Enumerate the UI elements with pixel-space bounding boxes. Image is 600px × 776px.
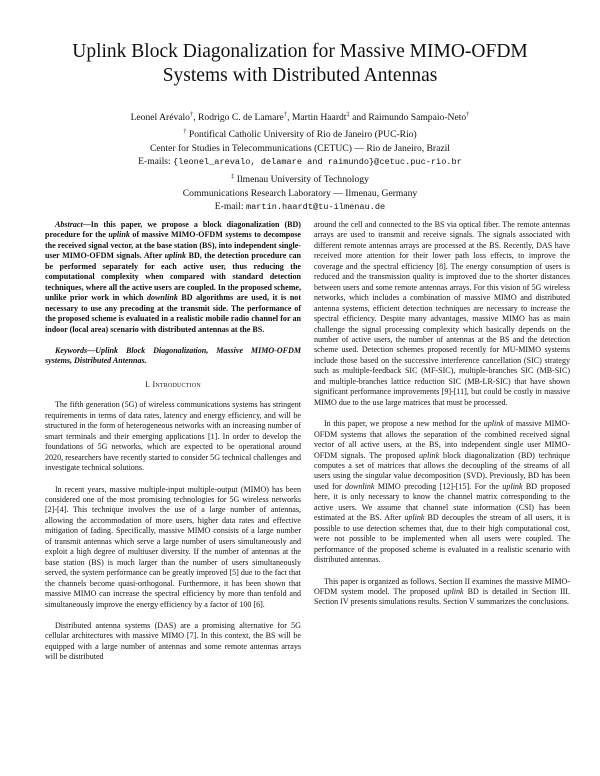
intro-paragraph-1: The fifth generation (5G) of wireless communications systems has stringent requirements in terms of data rates, latency and energy efficiency, and will be structured in the form of heterogeneous networks with an increasing number of smart terminals and their emerging applications [1]. In order to develop the foundations of 5G networks, which are expected to be operational around 2020, researchers have recently started to consider 5G technical challenges and investigate technical solutions. bbox=[45, 400, 301, 473]
author-block bbox=[40, 108, 560, 215]
title-line-2: Systems with Distributed Antennas bbox=[162, 65, 438, 86]
abstract: Abstract—In this paper, we propose a block diagonalization (BD) procedure for the uplink of massive MIMO-OFDM systems to decompose the received signal vector, at the base station (BS), into independent single-user MIMO-OFDM signals. After uplink BD, the detection procedure can be performed separately for each active user, thus reducing the computational complexity when compared with standard detection techniques, where all the active users are coupled. In the proposed scheme, unlike prior work in which downlink BD algorithms are used, it is not necessary to use any precoding at the transmit side. The performance of the proposed scheme is evaluated in a realistic mobile radio channel for an indoor (local area) scenario with distributed antennas at the BS. bbox=[45, 220, 301, 334]
right-column bbox=[314, 220, 570, 608]
affiliation-mark: † bbox=[189, 111, 194, 118]
affiliation-mark: † bbox=[466, 111, 470, 118]
emails-2: E-mail: martin.haardt@tu-ilmenau.de bbox=[214, 201, 386, 213]
author-1: Leonel Arévalo bbox=[130, 112, 190, 124]
section-heading-introduction: I. Introduction bbox=[145, 379, 201, 389]
author-2: , Rodrigo C. de Lamare bbox=[193, 112, 284, 124]
right-paragraph-3: This paper is organized as follows. Section II examines the massive MIMO-OFDM system model. The proposed uplink BD is detailed in Section III. Section IV presents simulations results. Section V summarizes the conclusions. bbox=[314, 576, 571, 607]
abstract-label: Abstract bbox=[55, 220, 83, 229]
keywords: Keywords—Uplink Block Diagonalization, Massive MIMO-OFDM systems, Distributed Antennas. bbox=[45, 345, 301, 366]
intro-paragraph-2: In recent years, massive multiple-input multiple-output (MIMO) has been considered one of the most promising technologies for 5G wireless networks [2]-[4]. This technique involves the use of a large number of antennas, allowing the accommodation of more users, higher data rates and effective mitigation of fading. Specifically, massive MIMO consists of a large number of transmit antennas which serve a large number of users simultaneously and exploit a high degree of multiuser diversity. If the number of antennas at the base station (BS) is much larger than the number of users simultaneously served, the system performance can be greatly improved [5] due to the fact that the channels become quasi-orthogonal. Furthermore, it has been shown that massive MIMO can increase the spectral efficiency by more than tenfold and simultaneously improve the energy efficiency by a factor of 100 [6]. bbox=[45, 484, 301, 609]
email-link-1[interactable]: {leonel_arevalo, delamare and raimundo}@cetuc.puc-rio.br bbox=[173, 157, 462, 168]
author-names bbox=[40, 108, 560, 125]
left-column bbox=[45, 220, 301, 663]
affiliation-2: ‡ Ilmenau University of Technology bbox=[231, 172, 369, 185]
right-paragraph-1: around the cell and connected to the BS via optical fiber. The remote antennas arrays are used to transmit and receive signals. The signals associated with different remote antennas arrays are processed at the BS. Recently, DAS have received more attention for their lower path loss effects, to improve the coverage and the spectral efficiency [8]. The energy consumption of users is reduced and the transmission quality is improved due to the shorter distances between users and some remote antennas arrays. For this vision of 5G wireless networks, which includes a combination of massive MIMO and distributed antenna systems, efficient detection techniques are necessary to increase the spectral efficiency. Despite many advantages, massive MIMO has as main challenge the signal processing complexity which basically depends on the number of active users, the number of antennas at the BS and the detection scheme used. Detection schemes proposed recently for MU-MIMO systems include those based on the successive interference cancellation (SIC) strategy such as multiple-feedback SIC (MF-SIC), multiple-branches SIC (MB-SIC) and multiple-branches lattice reduction SIC (MB-LR-SIC) that have shown significant performance improvements [9]-[11], but could be costly in massive MIMO due to the use large matrices that must be processed. bbox=[314, 220, 570, 407]
paper-title bbox=[40, 40, 560, 88]
email-link-2[interactable]: martin.haardt@tu-ilmenau.de bbox=[245, 202, 386, 213]
affiliation-mark: ‡ bbox=[346, 111, 350, 118]
affiliation-mark: † bbox=[283, 111, 288, 118]
affiliation-2b: Communications Research Laboratory — Ilmenau, Germany bbox=[182, 187, 418, 199]
emails-1: E-mails: {leonel_arevalo, delamare and raimundo}@cetuc.puc-rio.br bbox=[138, 156, 462, 168]
affiliation-1: † Pontifical Catholic University of Rio de Janeiro (PUC-Rio) bbox=[183, 127, 417, 140]
affiliation-1b: Center for Studies in Telecommunications (CETUC) — Rio de Janeiro, Brazil bbox=[150, 142, 450, 154]
author-4: and Raimundo Sampaio-Neto bbox=[349, 112, 467, 124]
right-paragraph-2: In this paper, we propose a new method for the uplink of massive MIMO-OFDM systems that allows the separation of the combined received signal vector of all active users, at the BS, into independent single user MIMO-OFDM signals. The proposed uplink block diagonalization (BD) technique computes a set of matrices that allows the decoupling of the streams of all users using the singular value decomposition (SVD). Previously, BD has been used for downlink MIMO precoding [12]-[15]. For the uplink BD proposed here, it is only necessary to know the channel matrix corresponding to the active users. We assume that channel state information (CSI) has been estimated at the BS. After uplink BD decouples the stream of all users, it is possible to use detection schemes that, due to their high computational cost, were not possible to be implemented when all users were coupled. The performance of the proposed scheme is evaluated in a realistic scenario with distributed antennas. bbox=[314, 419, 571, 565]
title-line-1: Uplink Block Diagonalization for Massive MIMO-OFDM bbox=[72, 41, 528, 62]
author-3: , Martin Haardt bbox=[287, 112, 347, 124]
keywords-label: Keywords bbox=[55, 345, 88, 355]
intro-paragraph-3: Distributed antenna systems (DAS) are a promising alternative for 5G cellular architectures with massive MIMO [7]. In this context, the BS will be equipped with a large number of antennas and some remote antennas arrays will be distributed bbox=[45, 620, 301, 662]
